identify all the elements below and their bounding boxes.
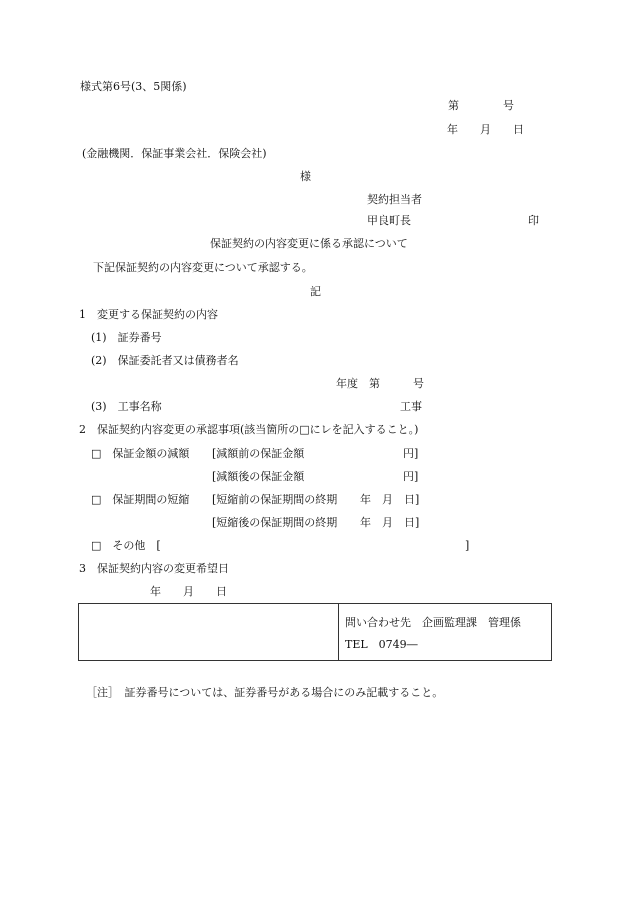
document-title: 保証契約の内容変更に係る承認について — [210, 237, 408, 250]
desired-date: 年 月 日 — [150, 585, 227, 598]
intro-text: 下記保証契約の内容変更について承認する。 — [93, 261, 313, 274]
addressee: (金融機関．保証事業会社．保険会社) — [82, 147, 267, 160]
period-before-date: 年 月 日] — [360, 493, 420, 506]
period-before-label: [短縮前の保証期間の終期 — [212, 493, 338, 506]
work-suffix: 工事 — [400, 400, 422, 413]
section3-heading: 3 保証契約内容の変更希望日 — [79, 562, 229, 575]
contact-box — [78, 603, 552, 661]
honorific: 様 — [300, 170, 311, 183]
contact-phone: TEL 0749― — [345, 638, 418, 651]
other-checkbox: □ その他 [ — [91, 539, 161, 552]
amount-after-yen: 円] — [403, 470, 419, 483]
fiscal-year-number: 年度 第 号 — [336, 377, 424, 390]
number-line: 第 号 — [448, 99, 514, 112]
mayor-title: 甲良町長 — [367, 214, 411, 227]
contact-box-divider — [338, 604, 339, 660]
amount-before-label: [減額前の保証金額 — [212, 447, 305, 460]
contact-department: 問い合わせ先 企画監理課 管理係 — [345, 616, 521, 629]
ki-heading: 記 — [310, 285, 321, 298]
contract-officer: 契約担当者 — [367, 193, 422, 206]
period-after-date: 年 月 日] — [360, 516, 420, 529]
other-close-bracket: ] — [465, 539, 470, 552]
seal-mark: 印 — [528, 214, 539, 227]
period-shortening-checkbox: □ 保証期間の短縮 — [91, 493, 190, 506]
amount-before-yen: 円] — [403, 447, 419, 460]
date-line: 年 月 日 — [447, 123, 524, 136]
period-after-label: [短縮後の保証期間の終期 — [212, 516, 338, 529]
item-certificate-number: (1) 証券番号 — [91, 331, 162, 344]
item-guarantor-name: (2) 保証委託者又は債務者名 — [91, 354, 239, 367]
footnote: ［注］ 証券番号については、証券番号がある場合にのみ記載すること。 — [86, 686, 444, 699]
form-id: 様式第6号(3、5関係) — [80, 80, 187, 93]
item-work-name: (3) 工事名称 — [91, 400, 162, 413]
section1-heading: 1 変更する保証契約の内容 — [79, 308, 218, 321]
amount-after-label: [減額後の保証金額 — [212, 470, 305, 483]
amount-reduction-checkbox: □ 保証金額の減額 — [91, 447, 190, 460]
section2-heading: 2 保証契約内容変更の承認事項(該当箇所の□にレを記入すること。) — [79, 423, 419, 436]
